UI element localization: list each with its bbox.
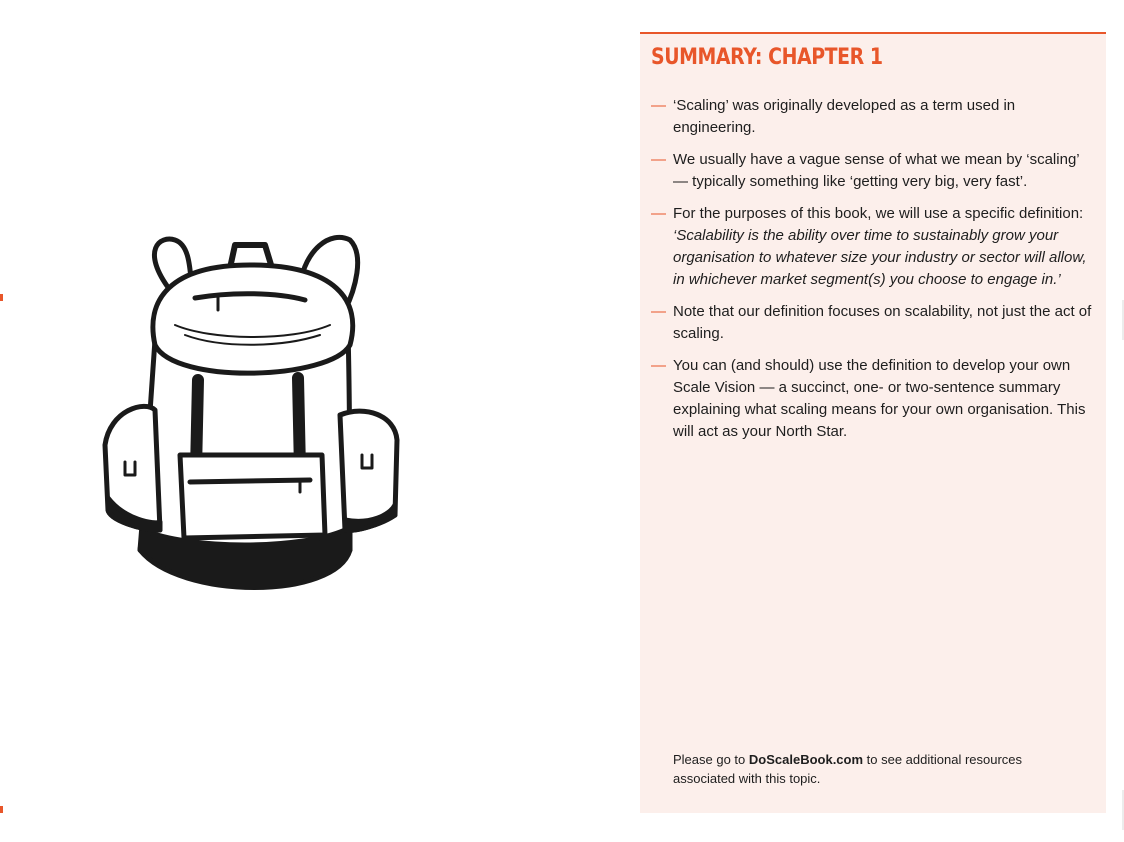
summary-panel	[640, 32, 1106, 813]
summary-list	[651, 95, 1096, 453]
resources-note	[673, 750, 1073, 788]
summary-item-text: For the purposes of this book, we will use a specific definition:	[673, 205, 1084, 222]
resources-note-prefix: Please go to	[673, 752, 749, 767]
resources-note-suffix: to see additional resources associated with this topic.	[673, 752, 1023, 786]
scalability-definition: ‘Scalability is the ability over time to sustainably grow your organisation to whatever size your industry or sector will allow, in whichever market segment(s) you choose to engage in.’	[673, 227, 1087, 288]
summary-title: SUMMARY: CHAPTER 1	[651, 45, 883, 70]
crop-mark	[0, 294, 3, 301]
summary-item-text: We usually have a vague sense of what we mean by ‘scaling’ — typically something like ‘getting very big, very fast’.	[673, 151, 1080, 190]
summary-item	[651, 95, 1096, 139]
dash-bullet-icon: —	[651, 151, 666, 168]
summary-item	[651, 355, 1096, 443]
summary-item-text: You can (and should) use the definition to develop your own Scale Vision — a succinct, one- or two-sentence summary explaining what scaling means for your own organisation. This will act as your North Star.	[673, 357, 1086, 440]
summary-item	[651, 203, 1096, 291]
dash-bullet-icon: —	[651, 97, 666, 114]
summary-item-text: ‘Scaling’ was originally developed as a term used in engineering.	[673, 97, 1016, 136]
summary-item-text: Note that our definition focuses on scalability, not just the act of scaling.	[673, 303, 1092, 342]
doscalebook-link[interactable]: DoScaleBook.com	[748, 752, 864, 767]
dash-bullet-icon: —	[651, 303, 666, 320]
crop-mark	[0, 806, 3, 813]
dash-bullet-icon: —	[651, 357, 666, 374]
dash-bullet-icon: —	[651, 205, 666, 222]
summary-item	[651, 149, 1096, 193]
summary-item	[651, 301, 1096, 345]
backpack-icon	[100, 230, 405, 600]
